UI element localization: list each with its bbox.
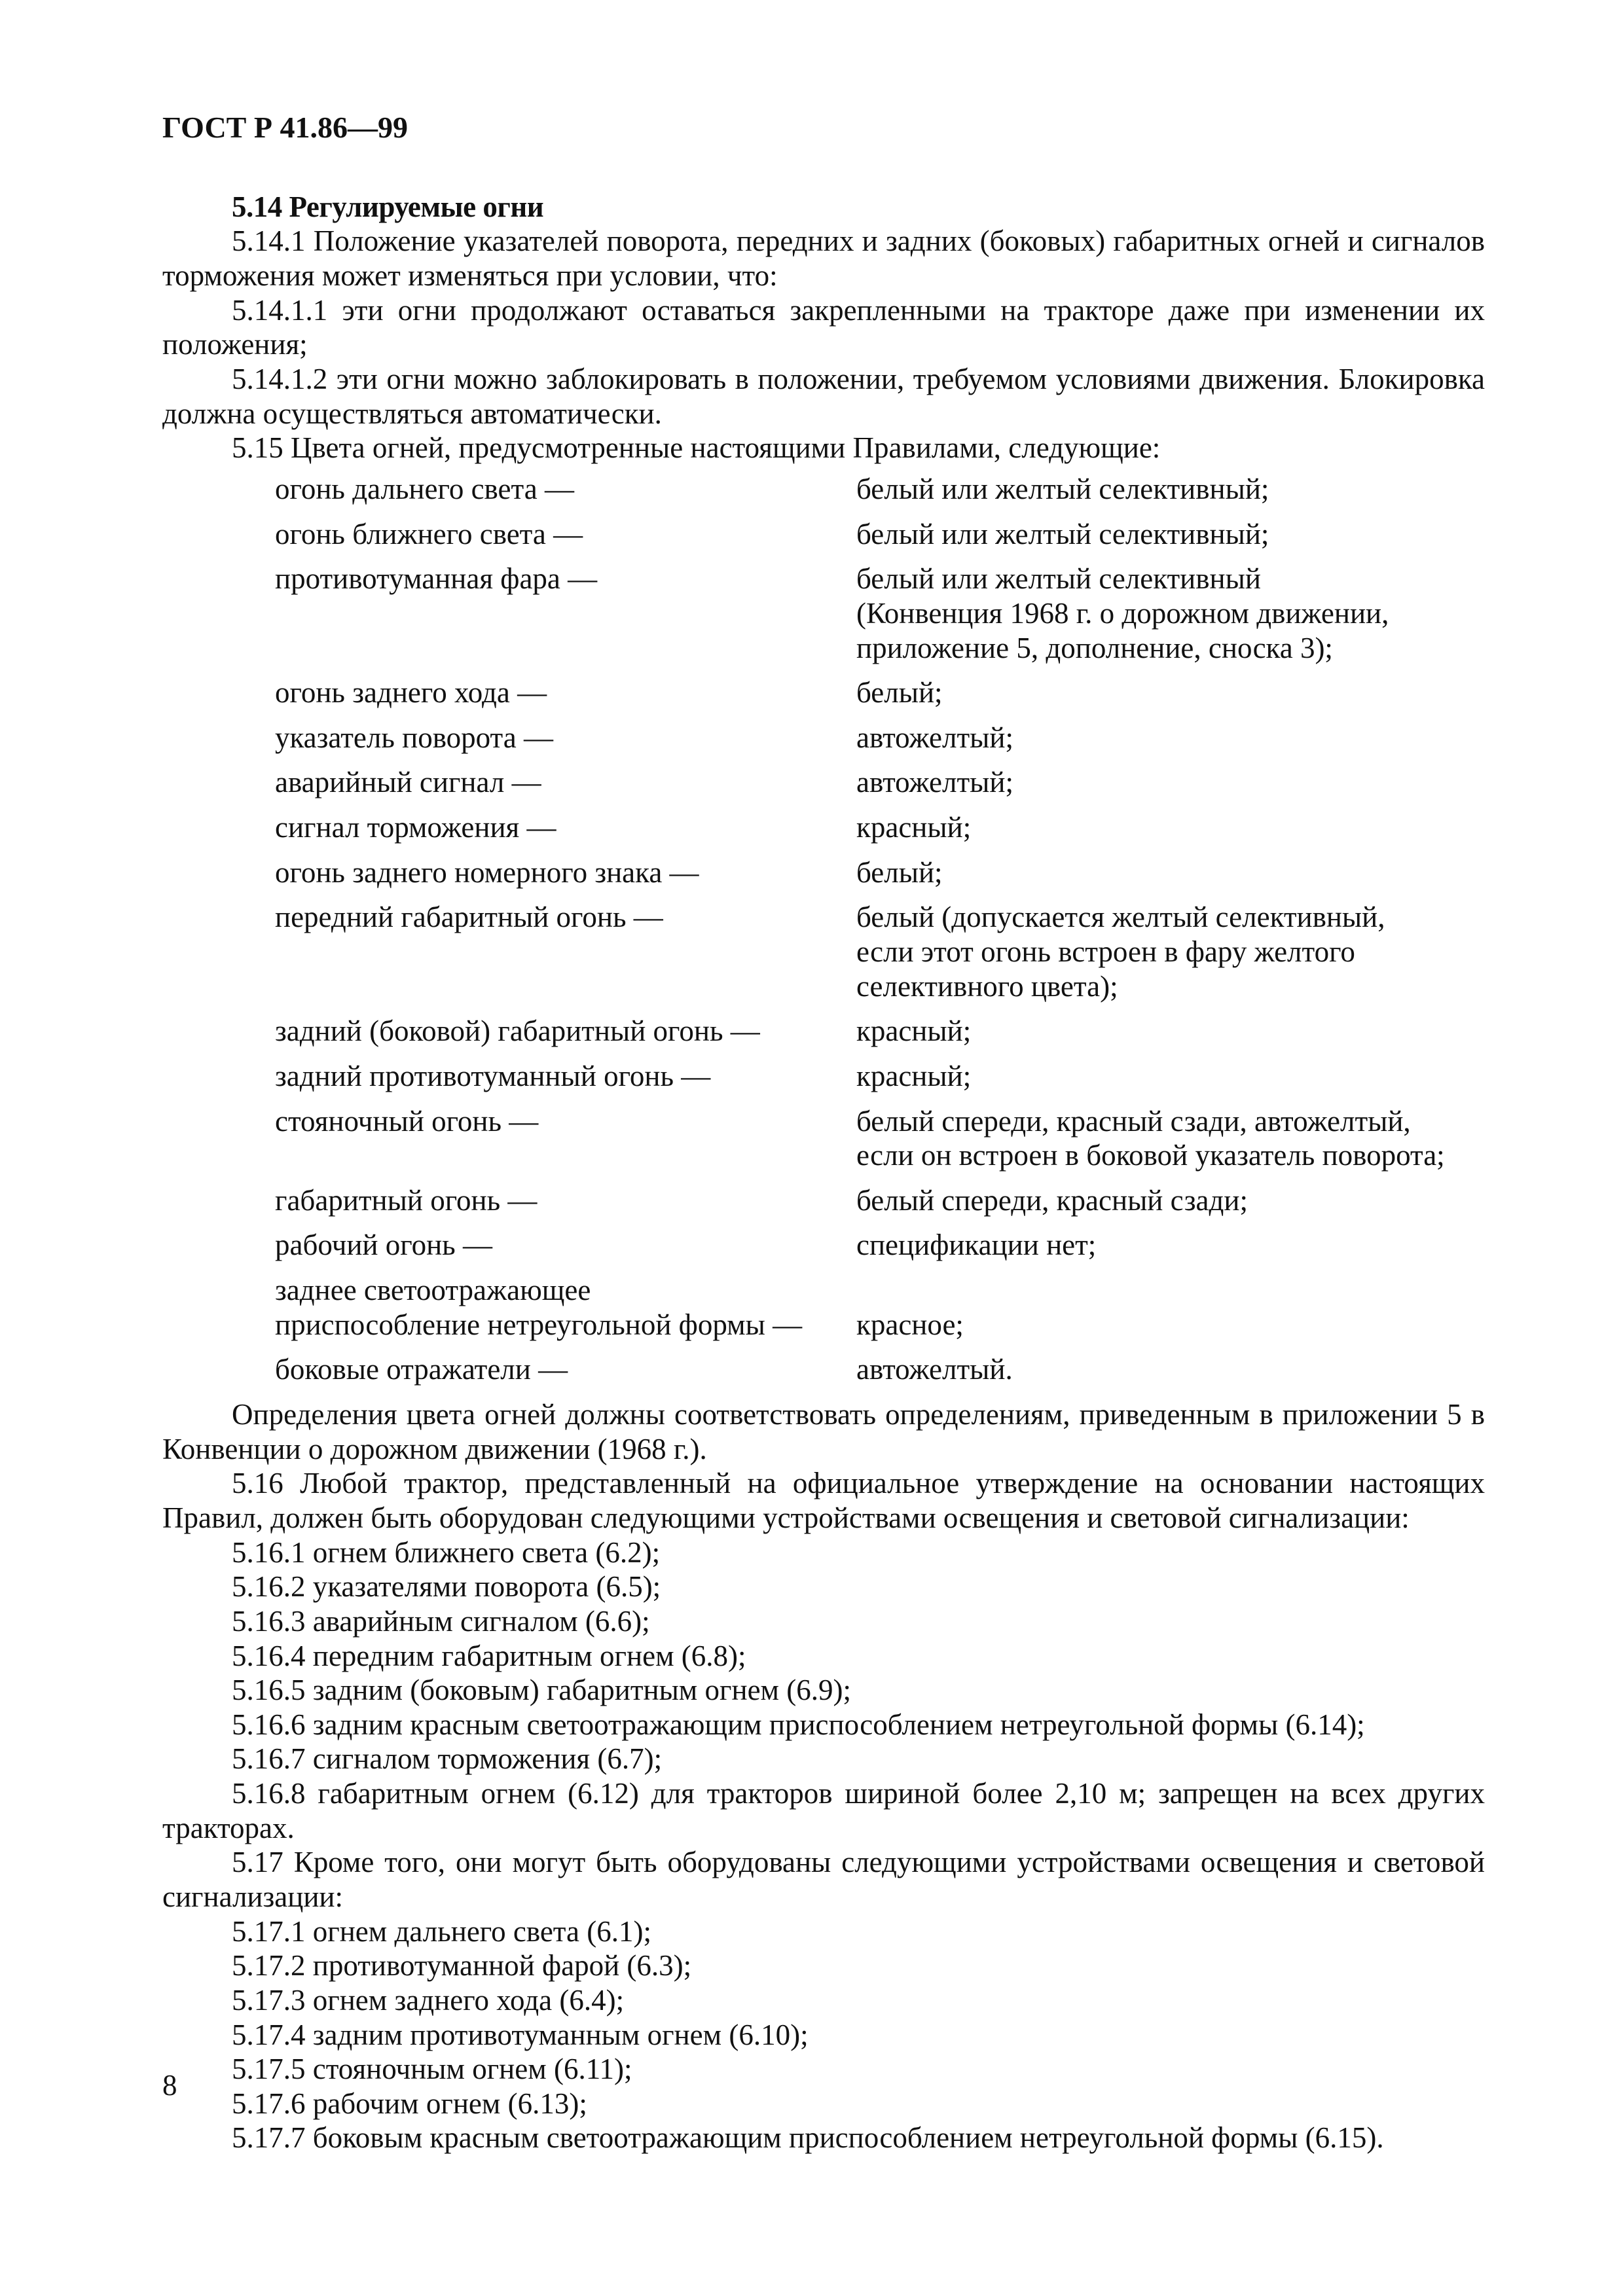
- color-row: [275, 1104, 1486, 1173]
- paragraph-5-17: 5.17 Кроме того, они могут быть оборудованы следующими устройствами освещения и световой сигнализации:: [162, 1846, 1485, 1913]
- paragraph-5-14-1-2: 5.14.1.2 эти огни можно заблокировать в положении, требуемом условиями движения. Блокировка должна осуществляться автоматически.: [162, 363, 1485, 430]
- color-row: [275, 765, 1486, 800]
- light-name-line: противотуманная фара —: [275, 562, 598, 596]
- light-color-line: белый;: [856, 855, 943, 889]
- list-item: 5.17.3 огнем заднего хода (6.4);: [232, 1983, 625, 2017]
- light-color-value: [856, 675, 1486, 710]
- color-row: [275, 1183, 1486, 1218]
- color-row: [275, 1228, 1486, 1263]
- paragraph-5-14-1: 5.14.1 Положение указателей поворота, передних и задних (боковых) габаритных огней и сигналов торможения может изменяться при условии, что:: [162, 224, 1485, 293]
- list-item: 5.17.4 задним противотуманным огнем (6.10);: [232, 2018, 809, 2051]
- light-name-line: огонь заднего хода —: [275, 676, 547, 709]
- optional-devices-list: [162, 1914, 1485, 2155]
- color-row: [275, 1273, 1486, 1342]
- paragraph-5-14-1-1: 5.14.1.1 эти огни продолжают оставаться закрепленными на тракторе даже при изменении их положения;: [162, 293, 1485, 361]
- list-item: 5.16.4 передним габаритным огнем (6.8);: [232, 1639, 746, 1672]
- light-color-value: [856, 1059, 1486, 1094]
- light-name-line: огонь дальнего света —: [275, 472, 574, 505]
- light-color-line: автожелтый;: [856, 721, 1013, 754]
- light-color-line: белый или желтый селективный;: [856, 517, 1269, 550]
- light-name-line: сигнал торможения —: [275, 811, 556, 844]
- light-color-line: если он встроен в боковой указатель поворота;: [856, 1139, 1445, 1172]
- light-name: [275, 810, 856, 845]
- list-item: 5.17.2 противотуманной фарой (6.3);: [232, 1949, 692, 1982]
- light-name: [275, 855, 856, 890]
- light-name-line: задний противотуманный огонь —: [275, 1059, 711, 1092]
- page-number: 8: [162, 2069, 177, 2102]
- color-row: [275, 517, 1486, 552]
- light-color-line: белый или желтый селективный: [856, 562, 1261, 596]
- light-name-line: передний габаритный огонь —: [275, 901, 663, 934]
- color-row: [275, 1014, 1486, 1049]
- light-name: [275, 900, 856, 1003]
- light-name: [275, 675, 856, 710]
- light-name: [275, 765, 856, 800]
- light-color-value: [856, 765, 1486, 800]
- light-color-line: (Конвенция 1968 г. о дорожном движении,: [856, 596, 1389, 630]
- light-name-line: рабочий огонь —: [275, 1229, 492, 1262]
- light-color-line: спецификации нет;: [856, 1229, 1097, 1262]
- light-name: [275, 1352, 856, 1387]
- color-row: [275, 810, 1486, 845]
- light-color-line: автожелтый;: [856, 766, 1013, 799]
- list-item: 5.17.5 стояночным огнем (6.11);: [232, 2053, 632, 2086]
- light-name-line: приспособление нетреугольной формы —: [275, 1308, 803, 1341]
- light-name: [275, 1228, 856, 1263]
- document-code: ГОСТ Р 41.86—99: [162, 111, 408, 144]
- light-name-line: габаритный огонь —: [275, 1183, 538, 1217]
- color-row: [275, 855, 1486, 890]
- light-colors-list: [275, 472, 1486, 1387]
- light-color-line: белый спереди, красный сзади;: [856, 1183, 1248, 1217]
- light-color-line: белый спереди, красный сзади, автожелтый,: [856, 1104, 1411, 1138]
- light-name: [275, 472, 856, 507]
- light-color-value: [856, 1273, 1486, 1342]
- light-color-line: автожелтый.: [856, 1353, 1013, 1386]
- light-color-line: красный;: [856, 1014, 972, 1048]
- light-color-value: [856, 1352, 1486, 1387]
- document-page: [162, 110, 1485, 2155]
- light-name: [275, 1273, 856, 1342]
- paragraph-5-16: 5.16 Любой трактор, представленный на официальное утверждение на основании настоящих Правил, должен быть оборудован следующими устройствами освещения и световой сигнализации:: [162, 1467, 1485, 1534]
- light-color-value: [856, 1014, 1486, 1049]
- light-name-line: огонь ближнего света —: [275, 517, 583, 550]
- light-name-line: боковые отражатели —: [275, 1353, 568, 1386]
- light-name: [275, 1014, 856, 1049]
- light-color-value: [856, 517, 1486, 552]
- paragraph-5-15: 5.15 Цвета огней, предусмотренные настоящими Правилами, следующие:: [232, 431, 1161, 465]
- list-item: 5.17.6 рабочим огнем (6.13);: [232, 2087, 587, 2120]
- light-color-line: красное;: [856, 1308, 964, 1341]
- light-color-value: [856, 1183, 1486, 1218]
- light-name-line: задний (боковой) габаритный огонь —: [275, 1014, 760, 1048]
- list-item: 5.17.1 огнем дальнего света (6.1);: [232, 1914, 651, 1948]
- list-item: 5.16.2 указателями поворота (6.5);: [232, 1570, 661, 1604]
- color-row: [275, 675, 1486, 710]
- light-color-value: [856, 721, 1486, 755]
- list-item: 5.16.6 задним красным светоотражающим приспособлением нетреугольной формы (6.14);: [232, 1708, 1365, 1741]
- color-row: [275, 562, 1486, 665]
- light-name: [275, 517, 856, 552]
- light-color-line: красный;: [856, 1059, 972, 1092]
- light-name: [275, 1104, 856, 1173]
- light-name-line: стояночный огонь —: [275, 1104, 539, 1138]
- light-color-line: красный;: [856, 811, 972, 844]
- color-row: [275, 721, 1486, 755]
- list-item: 5.16.1 огнем ближнего света (6.2);: [232, 1535, 661, 1569]
- list-item: 5.16.5 задним (боковым) габаритным огнем (6.9);: [232, 1674, 851, 1707]
- light-name-line: огонь заднего номерного знака —: [275, 855, 699, 889]
- light-color-value: [856, 900, 1486, 1003]
- light-name: [275, 1059, 856, 1094]
- light-name: [275, 562, 856, 665]
- light-name: [275, 1183, 856, 1218]
- light-color-value: [856, 472, 1486, 507]
- light-name-line: аварийный сигнал —: [275, 766, 541, 799]
- light-color-line: приложение 5, дополнение, сноска 3);: [856, 631, 1333, 664]
- light-color-value: [856, 855, 1486, 890]
- color-row: [275, 900, 1486, 1003]
- paragraph-color-definitions: Определения цвета огней должны соответствовать определениям, приведенным в приложении 5 в Конвенции о дорожном движении (1968 г.).: [162, 1398, 1485, 1465]
- color-row: [275, 1059, 1486, 1094]
- light-color-line: белый (допускается желтый селективный,: [856, 901, 1385, 934]
- light-color-line: если этот огонь встроен в фару желтого: [856, 935, 1355, 968]
- color-row: [275, 1352, 1486, 1387]
- list-item: 5.16.3 аварийным сигналом (6.6);: [232, 1604, 650, 1638]
- light-color-line: селективного цвета);: [856, 969, 1118, 1003]
- light-name-line: заднее светоотражающее: [275, 1274, 591, 1307]
- light-color-value: [856, 562, 1486, 665]
- list-item: 5.17.7 боковым красным светоотражающим приспособлением нетреугольной формы (6.15).: [232, 2121, 1384, 2155]
- light-color-line: белый или желтый селективный;: [856, 472, 1269, 505]
- section-heading-5-14: 5.14 Регулируемые огни: [232, 190, 544, 223]
- color-row: [275, 472, 1486, 507]
- light-color-value: [856, 1228, 1486, 1263]
- list-item: 5.16.8 габаритным огнем (6.12) для тракторов шириной более 2,10 м; запрещен на всех других тракторах.: [162, 1777, 1485, 1844]
- light-color-value: [856, 810, 1486, 845]
- required-devices-list: [162, 1535, 1485, 1846]
- light-name-line: указатель поворота —: [275, 721, 553, 754]
- light-name: [275, 721, 856, 755]
- list-item: 5.16.7 сигналом торможения (6.7);: [232, 1742, 663, 1776]
- light-color-line: белый;: [856, 676, 943, 709]
- light-color-value: [856, 1104, 1486, 1173]
